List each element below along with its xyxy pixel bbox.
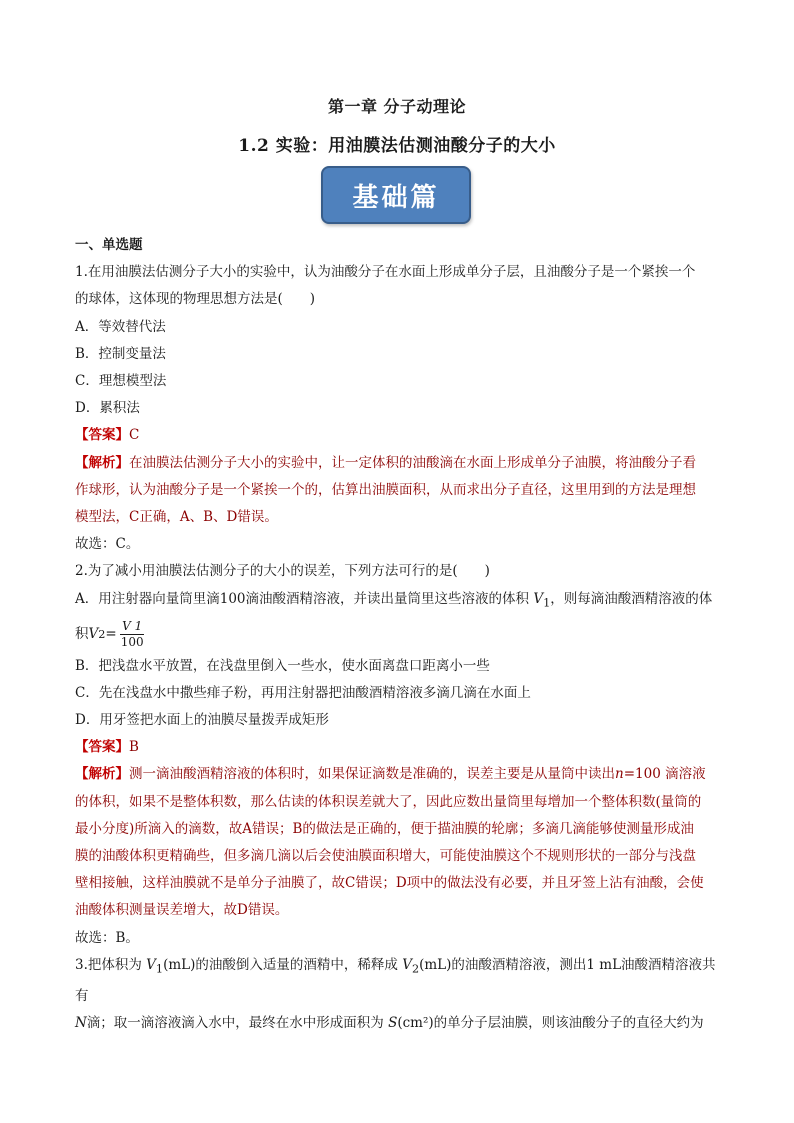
q2-analysis-line-5: 壁相接触，这样油膜就不是单分子油膜了，故C错误；D项中的做法没有必要，并且牙签上沾有油酸，会使	[75, 875, 704, 892]
fraction	[119, 619, 146, 650]
q1-answer	[75, 422, 725, 449]
q2-option-b: B．把浅盘水平放置，在浅盘里倒入一些水，使水面离盘口距离小一些	[75, 657, 490, 674]
q1-analysis-line-3: 模型法，C正确，A、B、D错误。	[75, 509, 278, 526]
fraction-numerator: V 1	[122, 619, 143, 634]
q3-stem-line-2: N滴；取一滴溶液滴入水中，最终在水中形成面积为 S(cm²)的单分子层油膜，则该油酸分子的直径大约为	[75, 1014, 704, 1031]
q1-analysis-line-1: 【解析】在油膜法估测分子大小的实验中，让一定体积的油酸滴在水面上形成单分子油膜，将油酸分子看	[75, 454, 696, 471]
q2-stem: 2.为了减小用油膜法估测分子的大小的误差，下列方法可行的是( )	[75, 563, 490, 580]
question-type-heading: 一、单选题	[75, 237, 143, 253]
q1-analysis-line-2: 作球形，认为油酸分子是一个紧挨一个的，估算出油膜面积，从而求出分子直径，这里用到的方法是理想	[75, 481, 696, 498]
level-badge: 基础篇	[321, 166, 471, 224]
q1-stem-line-1: 1.在用油膜法估测分子大小的实验中，认为油酸分子在水面上形成单分子层，且油酸分子是一个紧挨一个	[75, 264, 696, 281]
answer-value: C	[129, 427, 140, 444]
q1-option-a: A．等效替代法	[75, 318, 166, 335]
answer-value: B	[129, 739, 139, 756]
q2-analysis-line-2: 的体积，如果不是整体积数，那么估读的体积误差就大了，因此应数出量筒里每增加一个整体积数(量筒的	[75, 793, 702, 810]
q2-option-c: C．先在浅盘水中撒些痱子粉，再用注射器把油酸酒精溶液多滴几滴在水面上	[75, 684, 531, 701]
section-title: 1.2 实验：用油膜法估测油酸分子的大小	[238, 136, 556, 156]
q1-option-d: D．累积法	[75, 400, 140, 417]
q2-analysis-line-4: 膜的油酸体积更精确些，但多滴几滴以后会使油膜面积增大，可能使油膜这个不规则形状的一部分与浅盘	[75, 847, 696, 864]
q2-analysis-line-1: 【解析】测一滴油酸酒精溶液的体积时，如果保证滴数是准确的，误差主要是从量筒中读出n=100 滴溶液	[75, 766, 706, 783]
q1-option-c: C．理想模型法	[75, 373, 167, 390]
q1-conclusion: 故选：C。	[75, 536, 140, 553]
q2-analysis-line-3: 最小分度)所滴入的滴数，故A错误；B的做法是正确的，便于描油膜的轮廓；多滴几滴能够使测量形成油	[75, 820, 694, 837]
chapter-title: 第一章 分子动理论	[327, 97, 467, 116]
q1-stem-line-2: 的球体，这体现的物理思想方法是( )	[75, 291, 316, 308]
q2-option-d: D．用牙签把水面上的油膜尽量拨弄成矩形	[75, 711, 329, 728]
q2-analysis-line-6: 油酸体积测量误差增大，故D错误。	[75, 902, 289, 919]
q2-answer	[75, 734, 725, 761]
q2-option-a-line-2: 积 V 2 = $\frac{V 1}{100}$	[75, 619, 144, 650]
fraction-denominator: 100	[120, 635, 144, 650]
answer-tag: 【答案】	[75, 427, 129, 444]
q2-conclusion: 故选：B。	[75, 929, 139, 946]
analysis-tag: 【解析】	[75, 454, 129, 471]
answer-tag: 【答案】	[75, 739, 129, 756]
analysis-tag: 【解析】	[75, 766, 129, 783]
q2-option-a-line-1: A．用注射器向量筒里滴100滴油酸酒精溶液，并读出量筒里这些溶液的体积 $V_1$，则每滴油酸酒精溶液的体	[75, 590, 713, 610]
q3-stem-line-1: 3.把体积为 $V_1(mL)$的油酸倒入适量的酒精中，稀释成 $V_2(mL)$的油酸酒精溶液，测出1 mL油酸酒精溶液共有	[75, 956, 716, 1004]
document-content	[75, 232, 725, 1037]
q1-option-b: B．控制变量法	[75, 345, 166, 362]
